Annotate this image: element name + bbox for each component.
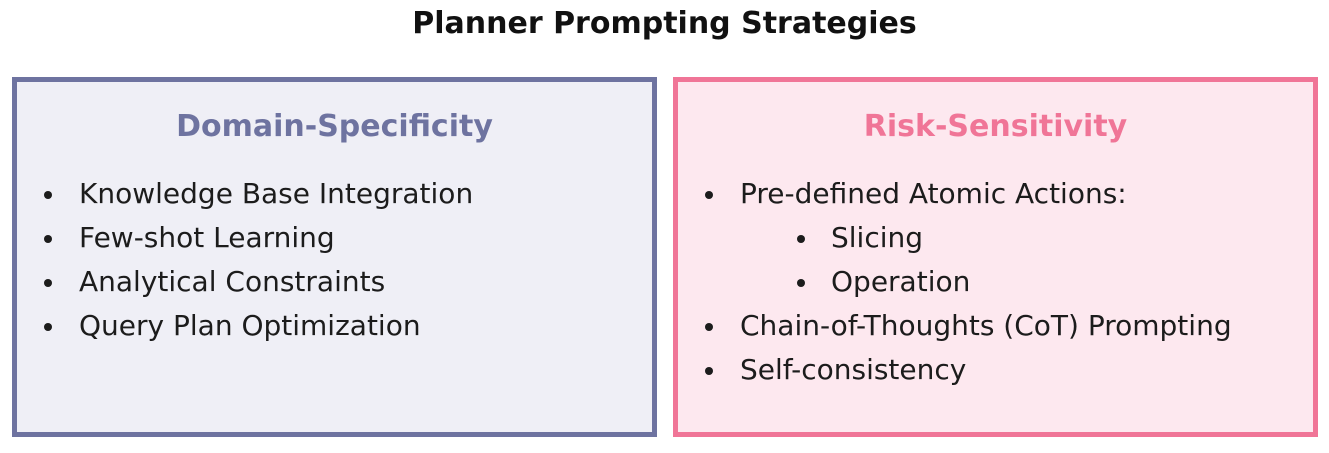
sub-list-item: Operation xyxy=(678,260,1313,304)
list-item: Knowledge Base Integration xyxy=(17,172,652,216)
domain-specificity-panel xyxy=(12,77,657,437)
diagram-title: Planner Prompting Strategies xyxy=(412,6,917,41)
risk-sensitivity-heading: Risk-Sensitivity xyxy=(863,109,1128,144)
domain-specificity-list xyxy=(17,172,652,348)
list-item: Query Plan Optimization xyxy=(17,304,652,348)
risk-sensitivity-list xyxy=(678,172,1313,392)
list-item: Analytical Constraints xyxy=(17,260,652,304)
list-item: Few-shot Learning xyxy=(17,216,652,260)
risk-sensitivity-panel xyxy=(673,77,1318,437)
list-item: Chain-of-Thoughts (CoT) Prompting xyxy=(678,304,1313,348)
list-item: Pre-defined Atomic Actions: xyxy=(678,172,1313,216)
list-item: Self-consistency xyxy=(678,348,1313,392)
sub-list-item: Slicing xyxy=(678,216,1313,260)
domain-specificity-heading: Domain-Specificity xyxy=(176,109,493,144)
